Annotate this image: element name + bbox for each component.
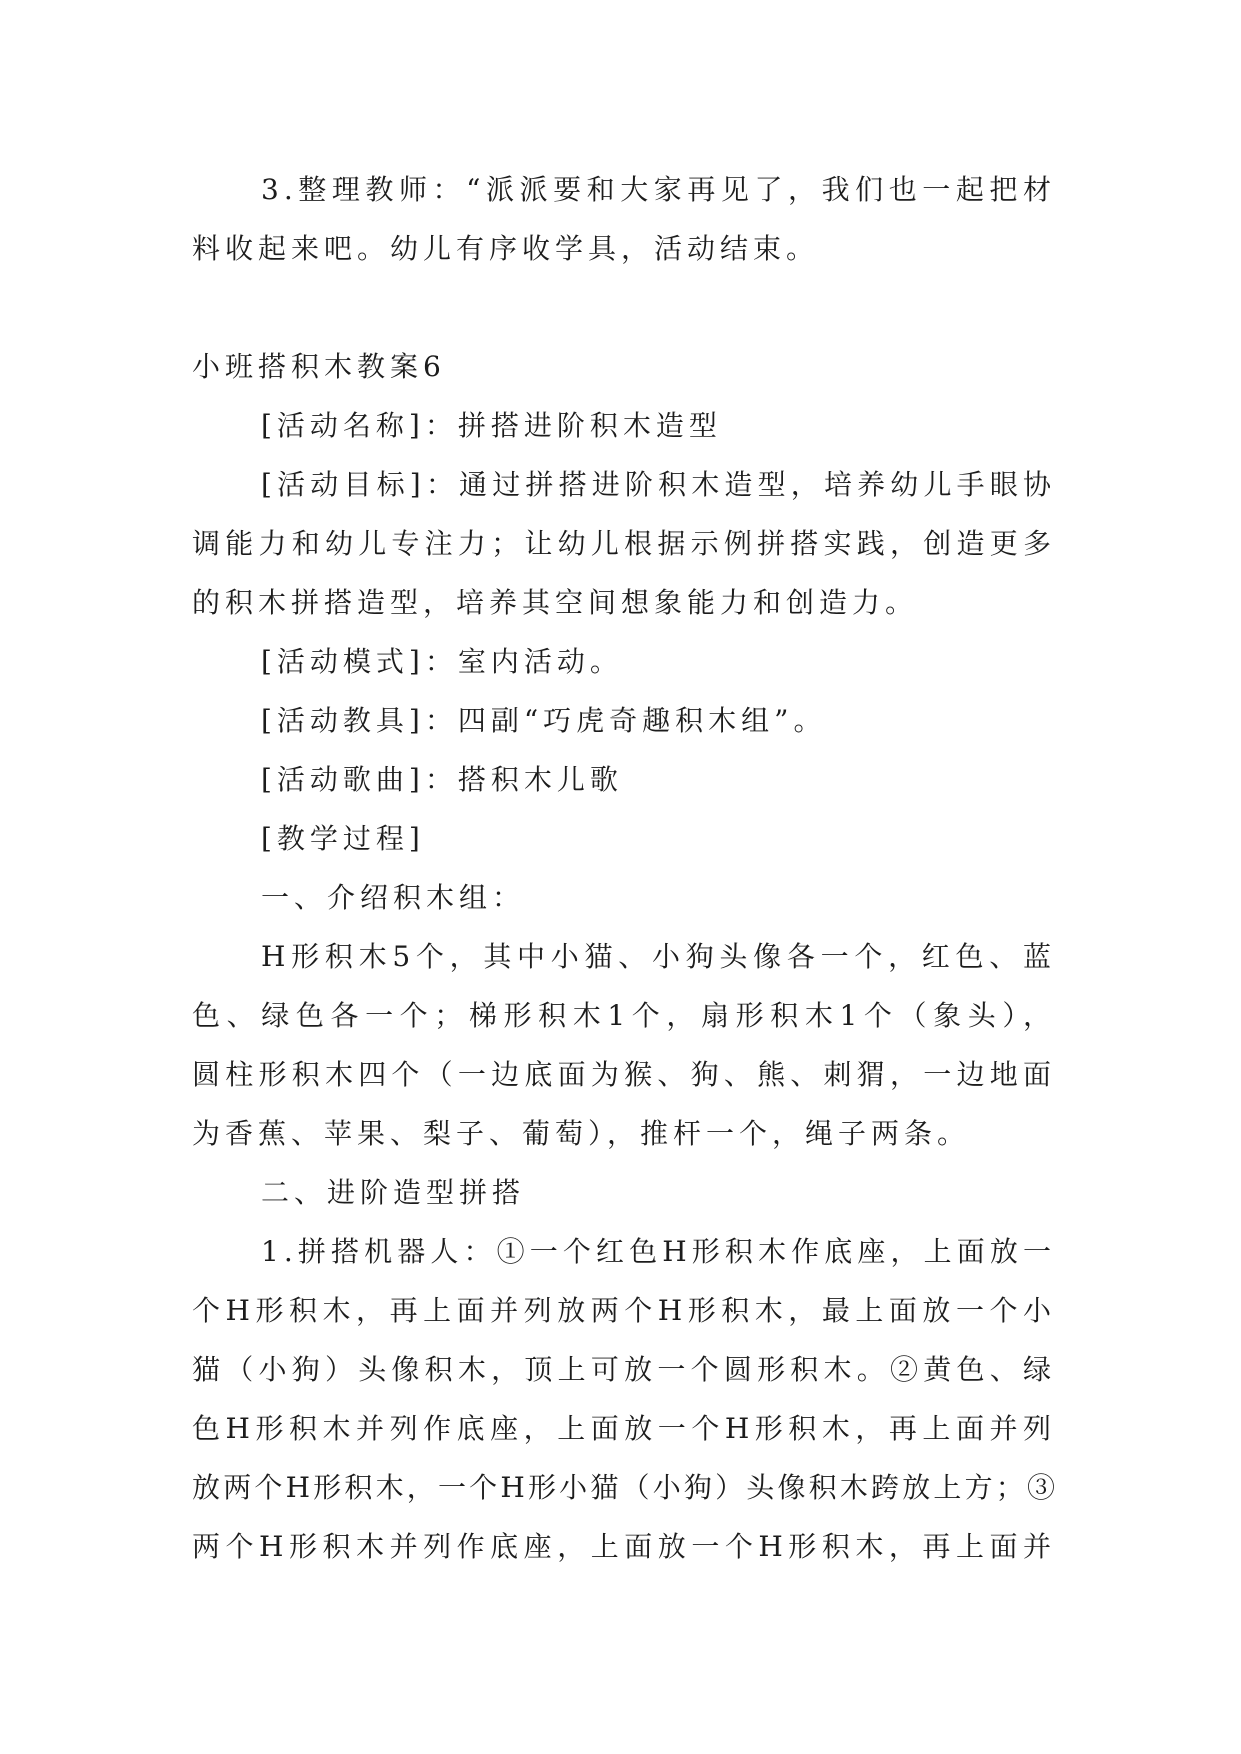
step3-paragraph — [192, 160, 1056, 278]
text-line: 色、绿色各一个；梯形积木1个，扇形积木1个（象头）， — [192, 999, 1056, 1032]
text-line: 料收起来吧。幼儿有序收学具，活动结束。 — [192, 232, 820, 265]
text-line: 3.整理教师：“派派要和大家再见了，我们也一起把材 — [261, 173, 1056, 206]
text-line: H形积木5个，其中小猫、小狗头像各一个，红色、蓝 — [261, 940, 1056, 973]
lesson-plan — [192, 337, 1056, 1576]
activity-song: [活动歌曲]：搭积木儿歌 — [261, 763, 623, 796]
lesson-title: 小班搭积木教案6 — [192, 350, 446, 383]
section2-paragraph — [192, 1222, 1056, 1576]
text-line: 1.拼搭机器人：①一个红色H形积木作底座，上面放一 — [261, 1235, 1056, 1268]
document-body — [192, 160, 1056, 1576]
text-line: 放两个H形积木，一个H形小猫（小狗）头像积木跨放上方；③ — [192, 1471, 1056, 1504]
text-line: 色H形积木并列作底座，上面放一个H形积木，再上面并列 — [192, 1412, 1056, 1445]
section1-paragraph — [192, 927, 1056, 1163]
activity-name: [活动名称]：拼搭进阶积木造型 — [261, 409, 722, 442]
text-line: [活动目标]：通过拼搭进阶积木造型，培养幼儿手眼协 — [261, 468, 1056, 501]
activity-goal — [192, 455, 1056, 632]
section-heading: 一、介绍积木组： — [261, 881, 526, 914]
section-heading: 二、进阶造型拼搭 — [261, 1176, 526, 1209]
text-line: 圆柱形积木四个（一边底面为猴、狗、熊、刺猬，一边地面 — [192, 1058, 1056, 1091]
text-line: 猫（小狗）头像积木，顶上可放一个圆形积木。②黄色、绿 — [192, 1353, 1056, 1386]
activity-materials: [活动教具]：四副“巧虎奇趣积木组”。 — [261, 704, 827, 737]
text-line: 的积木拼搭造型，培养其空间想象能力和创造力。 — [192, 586, 919, 619]
text-line: 两个H形积木并列作底座，上面放一个H形积木，再上面并 — [192, 1530, 1056, 1563]
teaching-process-heading: [教学过程] — [261, 822, 425, 855]
text-line: 调能力和幼儿专注力；让幼儿根据示例拼搭实践，创造更多 — [192, 527, 1056, 560]
text-line: 个H形积木，再上面并列放两个H形积木，最上面放一个小 — [192, 1294, 1056, 1327]
text-line: 为香蕉、苹果、梨子、葡萄），推杆一个，绳子两条。 — [192, 1117, 971, 1150]
blank-line — [192, 278, 1056, 337]
activity-mode: [活动模式]：室内活动。 — [261, 645, 623, 678]
